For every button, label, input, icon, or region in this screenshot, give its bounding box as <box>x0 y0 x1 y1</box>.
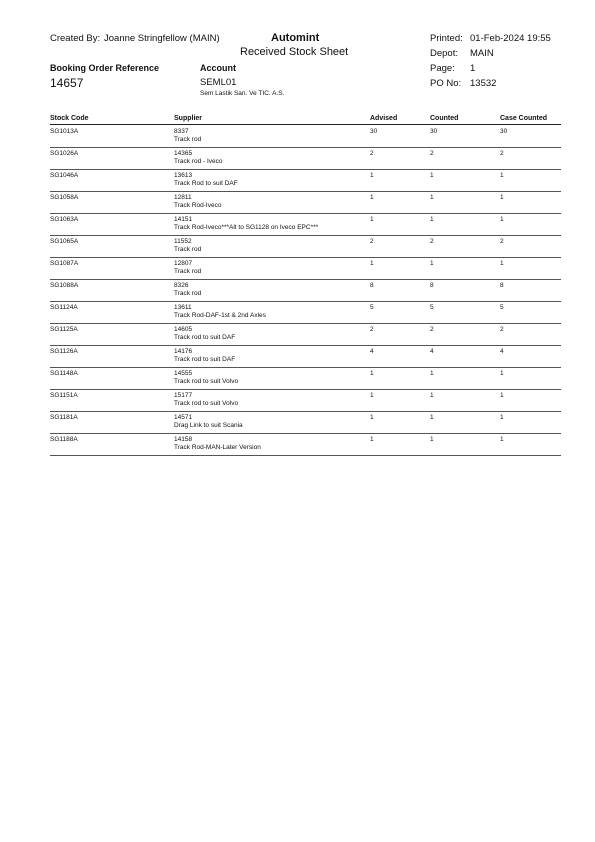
case-counted-cell: 1 <box>500 216 504 223</box>
printed-label: Printed: <box>430 33 463 44</box>
counted-cell: 2 <box>430 238 434 245</box>
counted-cell: 1 <box>430 414 434 421</box>
advised-cell: 1 <box>370 194 374 201</box>
sheet-title: Received Stock Sheet <box>240 46 349 58</box>
supplier-cell: 12807 <box>174 260 193 267</box>
created-by-value: Joanne Stringfellow (MAIN) <box>104 33 220 44</box>
table-row <box>0 126 595 148</box>
case-counted-cell: 1 <box>500 414 504 421</box>
supplier-cell: 15177 <box>174 392 193 399</box>
table-row <box>0 390 595 412</box>
counted-cell: 1 <box>430 216 434 223</box>
case-counted-cell: 30 <box>500 128 508 135</box>
stock-code-cell: SG1046A <box>50 172 79 179</box>
advised-cell: 1 <box>370 260 374 267</box>
stock-code-cell: SG1151A <box>50 392 78 399</box>
table-row <box>0 258 595 280</box>
advised-cell: 8 <box>370 282 374 289</box>
table-row <box>0 434 595 456</box>
po-label: PO No: <box>430 78 462 89</box>
supplier-cell: 14176 <box>174 348 193 355</box>
account-code: SEML01 <box>200 77 237 88</box>
case-counted-cell: 2 <box>500 238 504 245</box>
table-row <box>0 170 595 192</box>
counted-cell: 5 <box>430 304 434 311</box>
supplier-cell: 14571 <box>174 414 193 421</box>
depot-label: Depot: <box>430 48 458 59</box>
case-counted-cell: 1 <box>500 370 504 377</box>
advised-cell: 1 <box>370 172 374 179</box>
description-cell: Track Rod-MAN-Later Version <box>174 444 261 451</box>
advised-cell: 30 <box>370 128 378 135</box>
description-cell: Track rod to suit DAF <box>174 356 236 363</box>
table-row <box>0 192 595 214</box>
stock-code-cell: SG1063A <box>50 216 79 223</box>
description-cell: Track rod <box>174 290 202 297</box>
col-header-counted: Counted <box>430 115 459 122</box>
table-row <box>0 302 595 324</box>
table-row <box>0 324 595 346</box>
counted-cell: 1 <box>430 392 434 399</box>
description-cell: Track Rod-Iveco <box>174 202 222 209</box>
booking-ref-label: Booking Order Reference <box>50 63 160 73</box>
table-row <box>0 346 595 368</box>
description-cell: Track rod to suit Volvo <box>174 400 239 407</box>
description-cell: Track Rod-DAF-1st & 2nd Axles <box>174 312 266 319</box>
advised-cell: 1 <box>370 414 374 421</box>
advised-cell: 1 <box>370 216 374 223</box>
table-row <box>0 214 595 236</box>
created-by-label: Created By: <box>50 33 101 44</box>
description-cell: Track Rod-Iveco***Alt to SG1128 on Iveco EPC*** <box>174 224 319 231</box>
col-header-advised: Advised <box>370 115 398 122</box>
counted-cell: 2 <box>430 150 434 157</box>
case-counted-cell: 5 <box>500 304 504 311</box>
case-counted-cell: 2 <box>500 150 504 157</box>
case-counted-cell: 1 <box>500 172 504 179</box>
advised-cell: 2 <box>370 150 374 157</box>
stock-code-cell: SG1058A <box>50 194 79 201</box>
counted-cell: 8 <box>430 282 434 289</box>
stock-code-cell: SG1026A <box>50 150 79 157</box>
table-row <box>0 280 595 302</box>
description-cell: Track rod <box>174 136 202 143</box>
counted-cell: 1 <box>430 436 434 443</box>
case-counted-cell: 1 <box>500 392 504 399</box>
counted-cell: 4 <box>430 348 434 355</box>
stock-code-cell: SG1087A <box>50 260 79 267</box>
advised-cell: 1 <box>370 392 374 399</box>
case-counted-cell: 2 <box>500 326 504 333</box>
table-row <box>0 412 595 434</box>
description-cell: Track rod <box>174 246 202 253</box>
advised-cell: 1 <box>370 370 374 377</box>
table-row <box>0 236 595 258</box>
supplier-cell: 12811 <box>174 194 192 201</box>
counted-cell: 1 <box>430 172 434 179</box>
stock-code-cell: SG1148A <box>50 370 78 377</box>
counted-cell: 30 <box>430 128 438 135</box>
po-value: 13532 <box>470 78 497 89</box>
account-label: Account <box>200 63 236 73</box>
booking-ref-value: 14657 <box>50 76 84 90</box>
page-label: Page: <box>430 63 455 74</box>
description-cell: Track rod - Iveco <box>174 158 223 165</box>
description-cell: Track rod to suit Volvo <box>174 378 239 385</box>
case-counted-cell: 1 <box>500 260 504 267</box>
supplier-cell: 11552 <box>174 238 192 245</box>
table-row <box>0 148 595 170</box>
table-header-rule <box>50 124 561 125</box>
stock-code-cell: SG1188A <box>50 436 78 443</box>
supplier-cell: 8337 <box>174 128 189 135</box>
description-cell: Track rod to suit DAF <box>174 334 236 341</box>
col-header-case-counted: Case Counted <box>500 115 548 122</box>
stock-code-cell: SG1181A <box>50 414 78 421</box>
advised-cell: 4 <box>370 348 374 355</box>
supplier-cell: 14158 <box>174 436 193 443</box>
case-counted-cell: 1 <box>500 194 504 201</box>
counted-cell: 1 <box>430 260 434 267</box>
supplier-cell: 14555 <box>174 370 193 377</box>
table-row <box>0 368 595 390</box>
case-counted-cell: 1 <box>500 436 504 443</box>
printed-value: 01-Feb-2024 19:55 <box>470 33 551 44</box>
page-value: 1 <box>470 63 476 74</box>
col-header-supplier: Supplier <box>174 115 203 122</box>
supplier-cell: 14365 <box>174 150 193 157</box>
depot-value: MAIN <box>470 48 494 59</box>
stock-code-cell: SG1065A <box>50 238 79 245</box>
stock-table-body <box>0 126 595 456</box>
description-cell: Track Rod to suit DAF <box>174 180 238 187</box>
stock-code-cell: SG1088A <box>50 282 79 289</box>
counted-cell: 2 <box>430 326 434 333</box>
stock-code-cell: SG1126A <box>50 348 78 355</box>
supplier-cell: 13613 <box>174 172 193 179</box>
description-cell: Track rod <box>174 268 202 275</box>
supplier-cell: 14605 <box>174 326 193 333</box>
advised-cell: 2 <box>370 326 374 333</box>
case-counted-cell: 8 <box>500 282 504 289</box>
col-header-stock-code: Stock Code <box>50 115 89 122</box>
case-counted-cell: 4 <box>500 348 504 355</box>
company-name: Automint <box>271 32 320 44</box>
advised-cell: 2 <box>370 238 374 245</box>
counted-cell: 1 <box>430 194 434 201</box>
counted-cell: 1 <box>430 370 434 377</box>
advised-cell: 1 <box>370 436 374 443</box>
stock-code-cell: SG1125A <box>50 326 78 333</box>
stock-code-cell: SG1124A <box>50 304 78 311</box>
supplier-cell: 13611 <box>174 304 192 311</box>
advised-cell: 5 <box>370 304 374 311</box>
account-name: Sem Lastik San. Ve TIC. A.S. <box>200 90 285 97</box>
supplier-cell: 8326 <box>174 282 189 289</box>
stock-code-cell: SG1013A <box>50 128 79 135</box>
description-cell: Drag Link to suit Scania <box>174 422 243 429</box>
supplier-cell: 14151 <box>174 216 193 223</box>
row-divider <box>50 455 561 456</box>
